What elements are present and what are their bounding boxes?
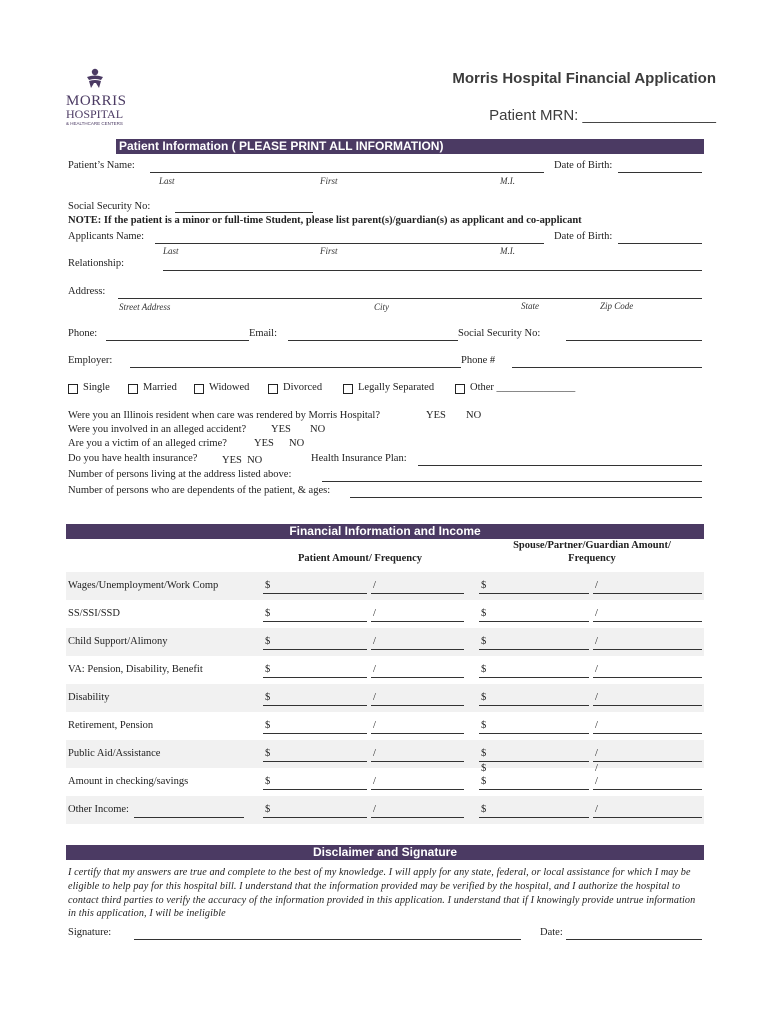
patients-name-field[interactable]: [150, 172, 544, 173]
income-row: [66, 572, 704, 600]
date-field[interactable]: [566, 939, 702, 940]
form-title: Morris Hospital Financial Application: [452, 70, 716, 87]
patient-dollar: $: [265, 804, 271, 815]
spouse-dollar: $: [481, 776, 487, 787]
checkbox-box[interactable]: [194, 384, 204, 394]
sublabel-city: City: [374, 302, 389, 312]
spouse-frequency-field[interactable]: [593, 761, 702, 762]
applicants-name-field[interactable]: [155, 243, 544, 244]
disclaimer-banner-text: Disclaimer and Signature: [312, 845, 458, 859]
spouse-dollar: $: [481, 580, 487, 591]
public-aid-extra-dollar: $: [481, 763, 487, 774]
ssn-label: Social Security No:: [68, 201, 151, 212]
ssn2-label: Social Security No:: [458, 328, 541, 339]
sublabel-zip: Zip Code: [600, 301, 634, 311]
patient-amount-field[interactable]: [263, 733, 367, 734]
illinois-no[interactable]: NO: [466, 410, 482, 421]
spouse-dollar: $: [481, 720, 487, 731]
patient-frequency-field[interactable]: [371, 733, 464, 734]
patient-frequency-field[interactable]: [371, 621, 464, 622]
patient-slash: /: [373, 608, 376, 619]
spouse-amount-field[interactable]: [479, 677, 589, 678]
dob-field[interactable]: [618, 172, 702, 173]
spouse-amount-field[interactable]: [479, 621, 589, 622]
persons-dependents-field[interactable]: [350, 497, 702, 498]
patient-amount-field[interactable]: [263, 817, 367, 818]
patient-dollar: $: [265, 748, 271, 759]
patient-amount-field[interactable]: [263, 705, 367, 706]
patient-dollar: $: [265, 580, 271, 591]
spouse-dollar: $: [481, 692, 487, 703]
insurance-yes-no[interactable]: YES NO: [222, 455, 263, 466]
sublabel-mi: M.I.: [500, 176, 515, 186]
illinois-yes[interactable]: YES: [426, 410, 446, 421]
checkbox-box[interactable]: [128, 384, 138, 394]
income-row-label: Wages/Unemployment/Work Comp: [68, 580, 219, 591]
income-row-label: Disability: [68, 692, 110, 703]
patient-slash: /: [373, 580, 376, 591]
spouse-frequency-field[interactable]: [593, 733, 702, 734]
logo-text-morris: MORRIS: [66, 93, 127, 109]
col-header-patient: Patient Amount/ Frequency: [298, 553, 423, 564]
income-row: [66, 600, 704, 628]
spouse-dollar: $: [481, 608, 487, 619]
checkbox-label: Single: [83, 382, 110, 393]
spouse-amount-field[interactable]: [479, 817, 589, 818]
ssn2-field[interactable]: [566, 340, 702, 341]
patient-dollar: $: [265, 664, 271, 675]
income-row: [66, 656, 704, 684]
patient-dollar: $: [265, 692, 271, 703]
income-row-label: Other Income:: [68, 804, 129, 815]
checkbox-label: Other _______________: [470, 382, 576, 393]
checkbox-label: Widowed: [209, 382, 250, 393]
logo-text-hospital: HOSPITAL: [66, 107, 124, 121]
spouse-frequency-field[interactable]: [593, 789, 702, 790]
persons-living-field[interactable]: [322, 481, 702, 482]
spouse-slash: /: [595, 580, 598, 591]
signature-field[interactable]: [134, 939, 521, 940]
patient-dollar: $: [265, 608, 271, 619]
patient-slash: /: [373, 720, 376, 731]
checkbox-box[interactable]: [455, 384, 465, 394]
patient-frequency-field[interactable]: [371, 817, 464, 818]
disclaimer-banner: [66, 845, 704, 860]
patient-dollar: $: [265, 720, 271, 731]
disclaimer-text: I certify that my answers are true and complete to the best of my knowledge. I will apply for any state, federal, or local assistance for which I may be eligible to help pay for this hospital bill. I understand that the information provided may be verified by the hospital, and I authorize the hospital to contact third parties to verify the accuracy of the information provided in this application. I understand that if I knowingly provide untrue information in this application, I will be ineligible: [68, 867, 696, 920]
employer-label: Employer:: [68, 355, 113, 366]
crime-no[interactable]: NO: [289, 438, 305, 449]
sublabel-street: Street Address: [119, 302, 171, 312]
patient-info-banner: [116, 139, 704, 154]
checkbox-other[interactable]: [455, 382, 625, 396]
spouse-frequency-field[interactable]: [593, 621, 702, 622]
dob2-field[interactable]: [618, 243, 702, 244]
patient-mrn-field[interactable]: Patient MRN: ________________: [489, 107, 716, 124]
accident-no[interactable]: NO: [310, 424, 326, 435]
spouse-dollar: $: [481, 636, 487, 647]
patients-name-label: Patient’s Name:: [68, 160, 135, 171]
spouse-amount-field[interactable]: [479, 649, 589, 650]
ssn-field[interactable]: [175, 212, 313, 213]
patient-dollar: $: [265, 636, 271, 647]
insurance-plan-label: Health Insurance Plan:: [311, 453, 407, 464]
spouse-frequency-field[interactable]: [593, 593, 702, 594]
income-row: [66, 712, 704, 740]
public-aid-extra-slash: /: [595, 763, 598, 774]
hospital-logo: [66, 68, 136, 130]
checkbox-legally-separated[interactable]: [343, 382, 453, 396]
checkbox-box[interactable]: [68, 384, 78, 394]
income-row: [66, 768, 704, 796]
sublabel-first: First: [320, 176, 338, 186]
checkbox-box[interactable]: [343, 384, 353, 394]
patient-slash: /: [373, 748, 376, 759]
patient-slash: /: [373, 692, 376, 703]
phone-field[interactable]: [106, 340, 249, 341]
spouse-amount-field[interactable]: [479, 789, 589, 790]
spouse-slash: /: [595, 804, 598, 815]
relationship-field[interactable]: [163, 270, 702, 271]
patient-amount-field[interactable]: [263, 593, 367, 594]
checkbox-married[interactable]: [128, 382, 193, 396]
spouse-dollar: $: [481, 748, 487, 759]
spouse-frequency-field[interactable]: [593, 817, 702, 818]
spouse-frequency-field[interactable]: [593, 649, 702, 650]
patient-dollar: $: [265, 776, 271, 787]
income-row-label: VA: Pension, Disability, Benefit: [68, 664, 203, 675]
col-header-spouse-line1: Spouse/Partner/Guardian Amount/: [513, 540, 671, 551]
question-insurance: Do you have health insurance?: [68, 453, 198, 464]
income-row: [66, 740, 704, 768]
spouse-dollar: $: [481, 664, 487, 675]
income-row-label: Amount in checking/savings: [68, 776, 189, 787]
dob2-label: Date of Birth:: [554, 231, 613, 242]
spouse-slash: /: [595, 776, 598, 787]
spouse-slash: /: [595, 720, 598, 731]
date-label: Date:: [540, 927, 563, 938]
income-row-label: Child Support/Alimony: [68, 636, 168, 647]
checkbox-box[interactable]: [268, 384, 278, 394]
sublabel-mi-2: M.I.: [500, 246, 515, 256]
patient-frequency-field[interactable]: [371, 789, 464, 790]
patient-amount-field[interactable]: [263, 789, 367, 790]
financial-info-banner-text: Financial Information and Income: [289, 524, 481, 538]
spouse-slash: /: [595, 748, 598, 759]
logo-text-tagline: & HEALTHCARE CENTERS: [66, 121, 123, 126]
spouse-amount-field[interactable]: [479, 593, 589, 594]
question-accident: Were you involved in an alleged accident?: [68, 424, 247, 435]
patient-frequency-field[interactable]: [371, 593, 464, 594]
persons-dependents-label: Number of persons who are dependents of the patient, & ages:: [68, 485, 331, 496]
patient-amount-field[interactable]: [263, 677, 367, 678]
spouse-amount-field[interactable]: [479, 761, 589, 762]
income-row-label: SS/SSI/SSD: [68, 608, 120, 619]
relationship-label: Relationship:: [68, 258, 124, 269]
checkbox-divorced[interactable]: [268, 382, 338, 396]
sublabel-first-2: First: [320, 246, 338, 256]
question-illinois: Were you an Illinois resident when care was rendered by Morris Hospital?: [68, 410, 381, 421]
spouse-slash: /: [595, 664, 598, 675]
signature-label: Signature:: [68, 927, 112, 938]
spouse-frequency-field[interactable]: [593, 705, 702, 706]
checkbox-label: Married: [143, 382, 177, 393]
patient-amount-field[interactable]: [263, 621, 367, 622]
income-row: [66, 684, 704, 712]
spouse-slash: /: [595, 608, 598, 619]
persons-living-label: Number of persons living at the address listed above:: [68, 469, 292, 480]
patient-amount-field[interactable]: [263, 649, 367, 650]
checkbox-label: Legally Separated: [358, 382, 435, 393]
email-field[interactable]: [288, 340, 458, 341]
accident-yes[interactable]: YES: [271, 424, 291, 435]
sublabel-last: Last: [159, 176, 175, 186]
minor-note: NOTE: If the patient is a minor or full-time Student, please list parent(s)/guardian(s) as applicant and co-applicant: [68, 215, 582, 226]
checkbox-widowed[interactable]: [194, 382, 264, 396]
employer-field[interactable]: [130, 367, 461, 368]
patient-frequency-field[interactable]: [371, 705, 464, 706]
figure-icon: [84, 68, 106, 90]
patient-slash: /: [373, 664, 376, 675]
crime-yes[interactable]: YES: [254, 438, 274, 449]
checkbox-label: Divorced: [283, 382, 323, 393]
spouse-slash: /: [595, 636, 598, 647]
patient-frequency-field[interactable]: [371, 649, 464, 650]
address-label: Address:: [68, 286, 106, 297]
income-row-label: Retirement, Pension: [68, 720, 154, 731]
income-row-label: Public Aid/Assistance: [68, 748, 161, 759]
insurance-plan-field[interactable]: [418, 465, 702, 466]
address-field[interactable]: [118, 298, 702, 299]
applicants-name-label: Applicants Name:: [68, 231, 145, 242]
income-row: [66, 628, 704, 656]
patient-slash: /: [373, 776, 376, 787]
patient-slash: /: [373, 636, 376, 647]
patient-frequency-field[interactable]: [371, 677, 464, 678]
spouse-amount-field[interactable]: [479, 733, 589, 734]
spouse-frequency-field[interactable]: [593, 677, 702, 678]
checkbox-single[interactable]: [68, 382, 128, 396]
sublabel-last-2: Last: [163, 246, 179, 256]
col-header-spouse-line2: Frequency: [568, 553, 616, 564]
spouse-slash: /: [595, 692, 598, 703]
phone2-label: Phone #: [461, 355, 496, 366]
phone2-field[interactable]: [512, 367, 702, 368]
patient-slash: /: [373, 804, 376, 815]
other-income-field[interactable]: [134, 817, 244, 818]
spouse-amount-field[interactable]: [479, 705, 589, 706]
patient-amount-field[interactable]: [263, 761, 367, 762]
question-crime: Are you a victim of an alleged crime?: [68, 438, 227, 449]
dob-label: Date of Birth:: [554, 160, 613, 171]
sublabel-state: State: [521, 301, 539, 311]
email-label: Email:: [249, 328, 277, 339]
income-row: [66, 796, 704, 824]
patient-info-banner-text: Patient Information ( PLEASE PRINT ALL INFORMATION): [119, 139, 444, 153]
patient-frequency-field[interactable]: [371, 761, 464, 762]
phone-label: Phone:: [68, 328, 98, 339]
financial-info-banner: [66, 524, 704, 539]
spouse-dollar: $: [481, 804, 487, 815]
